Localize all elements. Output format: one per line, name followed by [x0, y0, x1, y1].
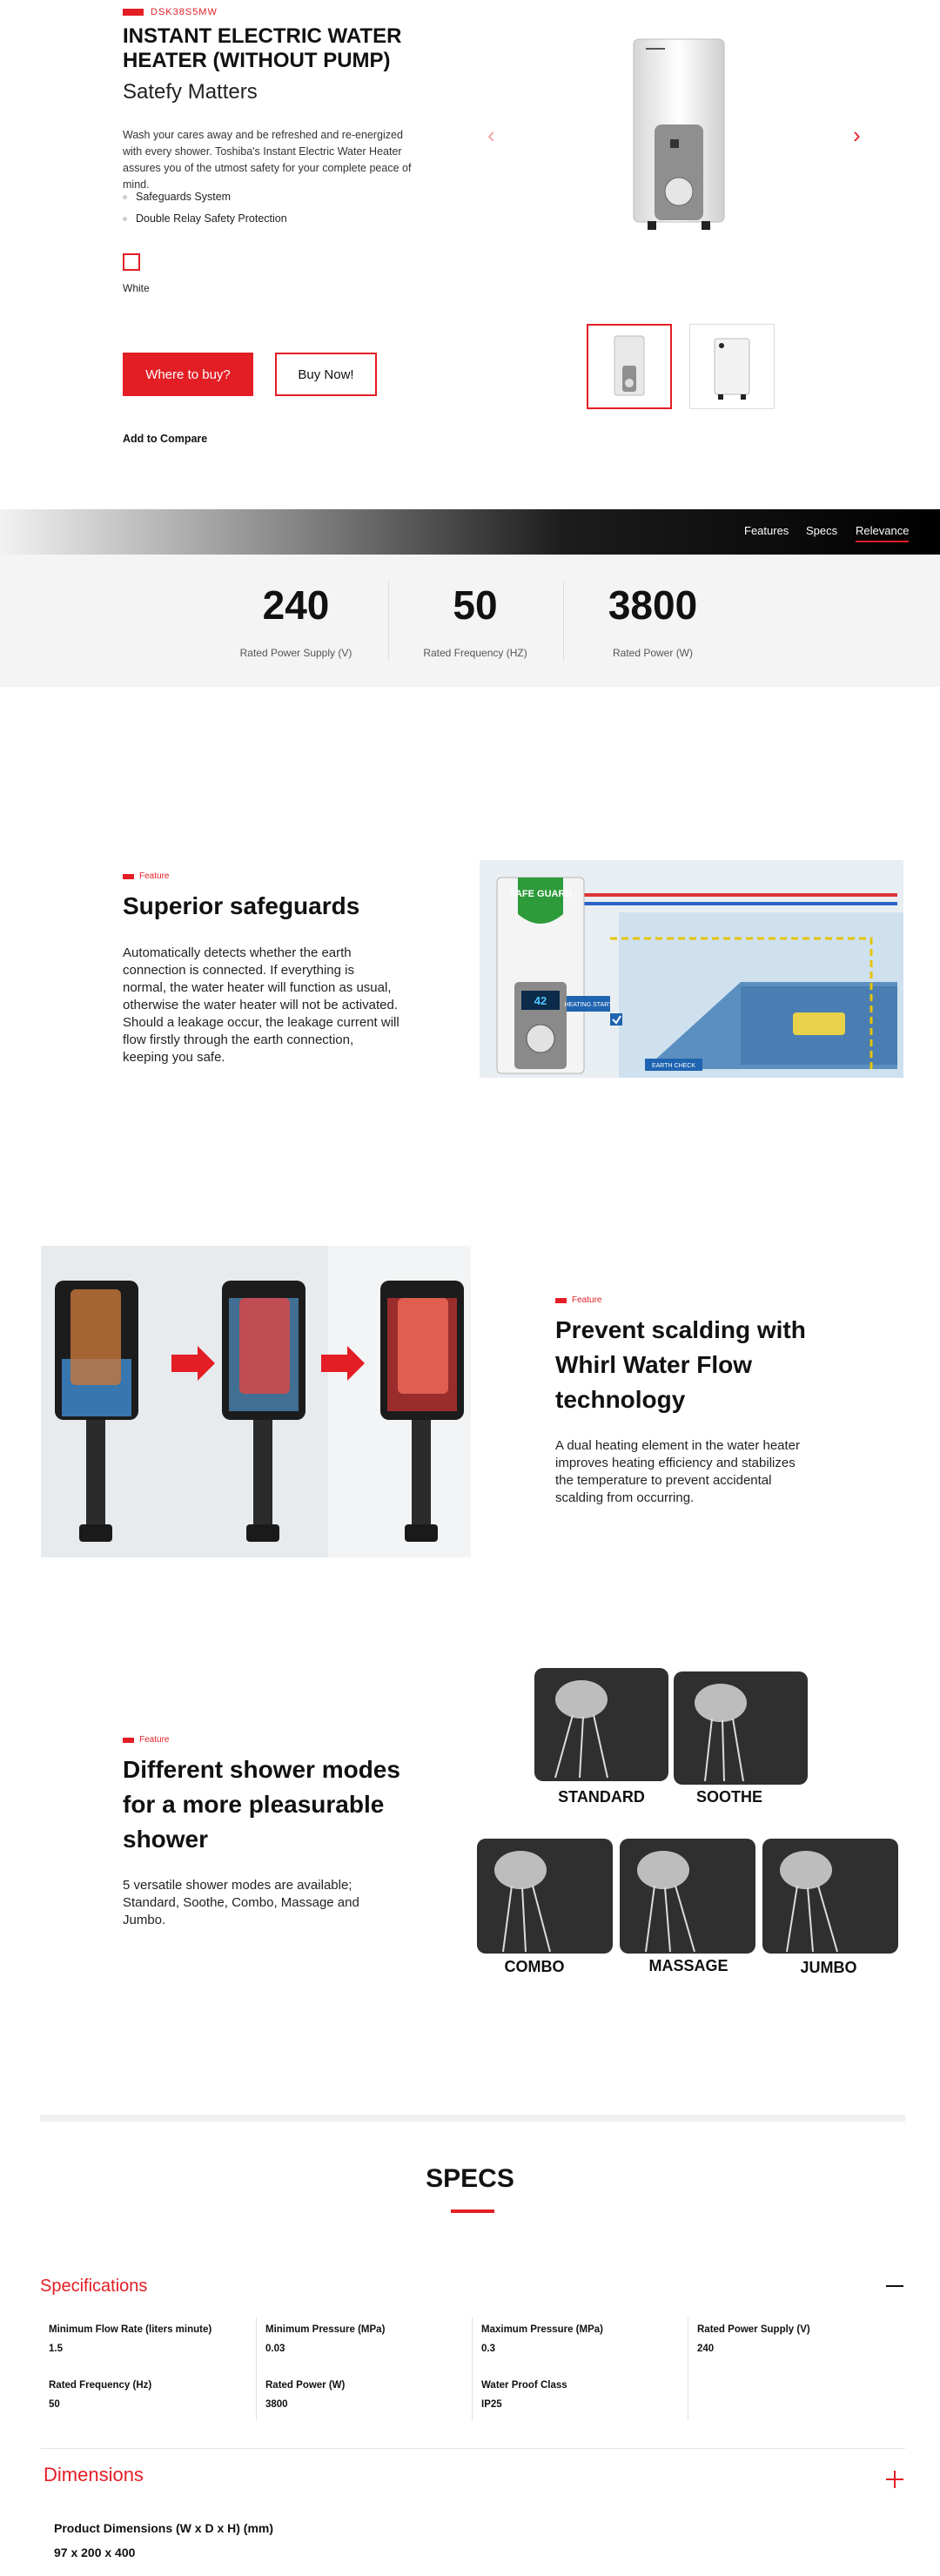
feature-tag-label: Feature	[139, 871, 170, 881]
tab-relevance[interactable]: Relevance	[856, 524, 909, 542]
feature-tag	[123, 1735, 169, 1745]
where-to-buy-button[interactable]: Where to buy?	[123, 353, 253, 396]
stat-label: Rated Power (W)	[612, 647, 694, 659]
shower-mode-jumbo	[762, 1839, 898, 1976]
accordion-divider	[40, 2448, 905, 2449]
earth-check-label: EARTH CHECK	[651, 1063, 696, 1069]
spec-label: Maximum Pressure (MPa)	[481, 2324, 603, 2335]
feature-text-shower-modes: 5 versatile shower modes are available; Standard, Soothe, Combo, Massage and Jumbo.	[123, 1878, 359, 1927]
color-swatch-white[interactable]	[123, 253, 140, 271]
shower-mode-massage	[620, 1839, 755, 1974]
mode-label-combo: COMBO	[504, 1958, 565, 1975]
spec-label: Water Proof Class	[481, 2380, 567, 2391]
bullet-item	[123, 191, 287, 203]
safeguard-illustration	[480, 860, 903, 1078]
stat-rated-power	[566, 581, 740, 659]
whirl-flow-illustration	[41, 1246, 471, 1557]
add-to-compare-link[interactable]: Add to Compare	[123, 433, 208, 445]
stat-frequency	[388, 581, 562, 659]
feature-title-whirl-flow: Prevent scalding with Whirl Water Flow technology	[555, 1316, 806, 1413]
spec-label: Minimum Pressure (MPa)	[265, 2324, 386, 2335]
safe-guard-badge-text: SAFE GUARD	[508, 889, 573, 899]
feature-bullets	[123, 191, 287, 234]
shower-mode-combo	[477, 1839, 613, 1975]
spec-item	[481, 2324, 688, 2373]
stat-label: Rated Power Supply (V)	[239, 647, 352, 659]
tab-features[interactable]: Features	[744, 524, 789, 537]
mode-label-soothe: SOOTHE	[695, 1788, 763, 1806]
spec-label: Rated Power (W)	[265, 2380, 346, 2391]
feature-title-shower-modes: Different shower modes for a more pleasurable shower	[123, 1756, 400, 1853]
feature-title-safeguards: Superior safeguards	[123, 892, 360, 919]
specs-heading-underline	[451, 2209, 494, 2213]
carousel-next-icon[interactable]: ›	[853, 122, 861, 148]
spec-item	[481, 2380, 688, 2429]
spec-value: 0.3	[481, 2344, 495, 2354]
dimensions-label: Product Dimensions (W x D x H) (mm)	[54, 2521, 274, 2535]
spec-label: Rated Power Supply (V)	[697, 2324, 810, 2335]
stat-label: Rated Frequency (HZ)	[423, 647, 527, 659]
bullet-dot-icon	[123, 195, 127, 199]
feature-tag-label: Feature	[572, 1295, 602, 1305]
feature-tag-label: Feature	[139, 1735, 170, 1745]
tab-specs[interactable]: Specs	[806, 524, 838, 537]
spec-value: 0.03	[265, 2344, 285, 2354]
spec-value: 3800	[265, 2399, 288, 2410]
expand-plus-icon[interactable]	[884, 2469, 905, 2490]
feature-tag-bar	[123, 874, 134, 879]
thumbnail-side-image	[690, 325, 774, 408]
model-number: DSK38S5MW	[151, 7, 218, 17]
display-readout-text: 42	[534, 994, 547, 1007]
bullet-text: Safeguards System	[136, 191, 232, 203]
spec-item	[265, 2380, 472, 2429]
spec-column	[256, 2317, 472, 2420]
spec-value: 50	[49, 2399, 60, 2410]
stat-value: 240	[262, 582, 330, 628]
stat-divider	[563, 581, 564, 661]
collapse-minus-icon[interactable]	[884, 2276, 905, 2297]
spec-column	[40, 2317, 256, 2420]
feature-tag	[123, 871, 169, 881]
thumbnail-front-image	[588, 326, 670, 407]
specs-heading: SPECS	[426, 2164, 514, 2193]
shower-modes-illustration	[477, 1665, 903, 1978]
product-image	[609, 26, 749, 235]
bullet-text: Double Relay Safety Protection	[136, 212, 287, 225]
specifications-grid	[40, 2317, 905, 2420]
product-description: Wash your cares away and be refreshed and re-energized with every shower. Toshiba's Instant Electric Water Heater assures you of the utmost safety for your complete peace of mind.	[123, 129, 412, 191]
shower-mode-standard	[534, 1668, 668, 1806]
section-tab-bar	[0, 509, 940, 555]
stat-value: 3800	[608, 582, 698, 628]
mode-label-massage: MASSAGE	[648, 1957, 728, 1974]
product-subtitle: Satefy Matters	[123, 80, 258, 104]
spec-item	[265, 2324, 472, 2373]
feature-tag	[555, 1295, 601, 1305]
stat-power-supply	[209, 581, 383, 659]
feature-text-safeguards: Automatically detects whether the earth connection is connected. If everything is normal, the water heater will function as usual, otherwise the water heater will not be activated. Should a leakage occur, the leakage current will flow firstly through the earth connection, keeping you safe.	[123, 945, 400, 1065]
feature-text-whirl-flow: A dual heating element in the water heater improves heating efficiency and stabilizes the temperature to prevent accidental scalding from occurring.	[555, 1438, 801, 1505]
carousel-prev-icon[interactable]: ‹	[487, 122, 495, 148]
product-thumbnail-1[interactable]	[587, 324, 672, 409]
spec-label: Rated Frequency (Hz)	[49, 2380, 152, 2391]
dimensions-accordion-title[interactable]: Dimensions	[44, 2464, 144, 2485]
spec-value: 240	[697, 2344, 715, 2354]
specifications-accordion-title[interactable]: Specifications	[40, 2277, 148, 2296]
feature-tag-bar	[555, 1298, 567, 1303]
feature-tag-bar	[123, 1738, 134, 1743]
dimensions-value: 97 x 200 x 400	[54, 2546, 136, 2559]
key-stats	[0, 555, 940, 687]
model-tag-bar	[123, 9, 144, 16]
spec-column	[688, 2317, 903, 2420]
shower-mode-soothe	[674, 1671, 808, 1806]
specs-section-divider	[40, 2115, 905, 2122]
color-label: White	[123, 282, 150, 294]
product-thumbnail-2[interactable]	[689, 324, 775, 409]
spec-item	[697, 2324, 903, 2373]
mode-label-jumbo: JUMBO	[800, 1959, 857, 1976]
spec-item	[49, 2380, 256, 2429]
spec-label: Minimum Flow Rate (liters minute)	[49, 2324, 212, 2335]
spec-column	[472, 2317, 688, 2420]
product-title: INSTANT ELECTRIC WATER HEATER (WITHOUT PUMP)	[123, 24, 402, 72]
spec-item	[49, 2324, 256, 2373]
stat-value: 50	[453, 582, 498, 628]
model-tag	[123, 7, 218, 17]
buy-now-button[interactable]: Buy Now!	[275, 353, 377, 396]
spec-value: IP25	[481, 2399, 502, 2410]
bullet-dot-icon	[123, 217, 127, 221]
mode-label-standard: STANDARD	[558, 1788, 645, 1806]
spec-value: 1.5	[49, 2344, 63, 2354]
heating-start-label: HEATING START	[564, 1002, 613, 1008]
bullet-item	[123, 212, 287, 225]
